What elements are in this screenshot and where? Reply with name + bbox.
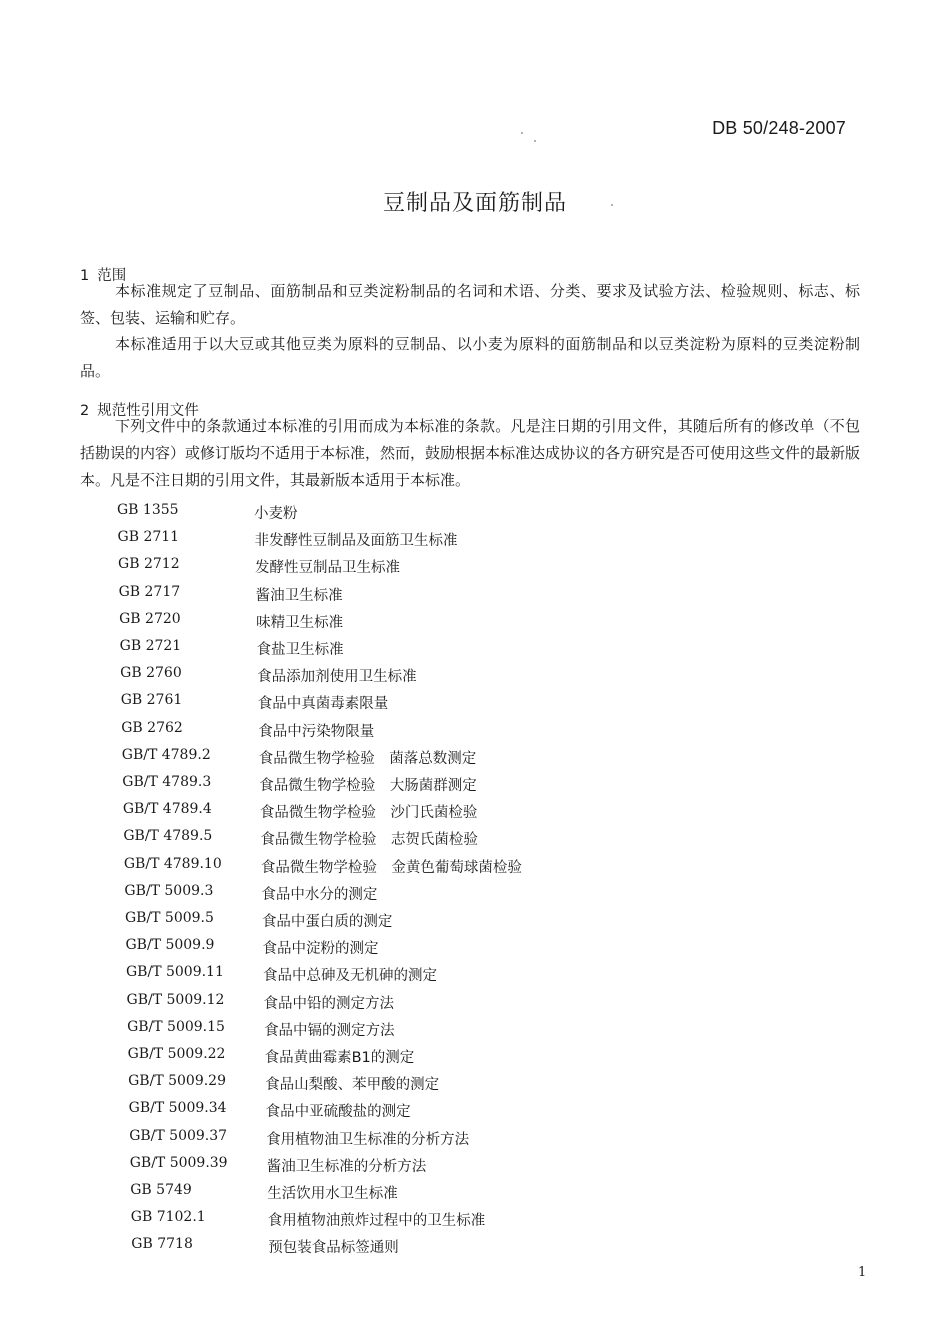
- reference-title: 食用植物油卫生标准的分析方法: [266, 1131, 470, 1148]
- reference-title: 食品添加剂使用卫生标准: [257, 669, 417, 686]
- document-code: DB 50/248-2007: [712, 118, 846, 138]
- reference-title: 食品微生物学检验 大肠菌群测定: [259, 778, 477, 794]
- reference-code: GB 2712: [118, 556, 180, 573]
- reference-title: 食品微生物学检验 金黄色葡萄球菌检验: [260, 859, 522, 876]
- reference-code: GB/T 5009.39: [129, 1154, 228, 1171]
- reference-code: GB/T 4789.4: [122, 801, 212, 818]
- section-title: 范围: [97, 268, 127, 284]
- reference-title: 食品中水分的测定: [261, 886, 378, 903]
- document-title: 豆制品及面筋制品: [382, 191, 567, 216]
- reference-code: GB/T 5009.15: [127, 1018, 225, 1035]
- scope-paragraph-1: 本标准规定了豆制品、面筋制品和豆类淀粉制品的名词和术语、分类、要求及试验方法、检验规则、标志、标签、包装、运输和贮存。: [80, 282, 860, 327]
- reference-code: GB/T 5009.12: [126, 991, 225, 1008]
- reference-code: GB/T 5009.34: [128, 1100, 227, 1117]
- reference-code: GB 2720: [119, 610, 181, 627]
- reference-code: GB 2711: [117, 529, 180, 546]
- page-number: 1: [858, 1265, 867, 1280]
- reference-code: GB/T 5009.22: [127, 1046, 226, 1062]
- reference-title: 食品中淀粉的测定: [262, 941, 379, 958]
- reference-title: 味精卫生标准: [256, 614, 344, 631]
- reference-title: 食品中铅的测定方法: [263, 995, 395, 1012]
- reference-title: 食品中总砷及无机砷的测定: [263, 968, 437, 985]
- reference-title: 食品中蛋白质的测定: [261, 914, 393, 930]
- reference-code: GB/T 5009.5: [124, 910, 214, 926]
- reference-code: GB 7718: [131, 1236, 193, 1253]
- reference-title: 食品微生物学检验 志贺氏菌检验: [260, 832, 478, 849]
- reference-title: 预包装食品标签通则: [268, 1240, 399, 1257]
- reference-title: 酱油卫生标准的分析方法: [266, 1158, 427, 1175]
- reference-title: 食品中真菌毒素限量: [257, 696, 389, 713]
- section-title: 规范性引用文件: [97, 403, 199, 419]
- reference-code: GB/T 5009.3: [124, 882, 214, 899]
- reference-code: GB/T 5009.11: [126, 964, 224, 981]
- reference-title: 食品微生物学检验 菌落总数测定: [258, 750, 477, 767]
- reference-code: GB 2717: [118, 583, 181, 600]
- reference-code: GB 2721: [119, 638, 182, 654]
- reference-title: 食品中亚硫酸盐的测定: [265, 1104, 411, 1121]
- reference-code: GB 7102.1: [130, 1209, 206, 1226]
- reference-title: 食品中镉的测定方法: [264, 1022, 395, 1039]
- section-number: 1: [80, 268, 90, 284]
- reference-title: 食品山梨酸、苯甲酸的测定: [265, 1077, 440, 1094]
- reference-code: GB/T 4789.10: [123, 855, 222, 872]
- scope-paragraph-2: 本标准适用于以大豆或其他豆类为原料的豆制品、以小麦为原料的面筋制品和以豆类淀粉为原料的豆类淀粉制品。: [80, 335, 860, 380]
- reference-code: GB/T 5009.9: [125, 937, 215, 954]
- normative-paragraph: 下列文件中的条款通过本标准的引用而成为本标准的条款。凡是注日期的引用文件，其随后所有的修改单（不包括勘误的内容）或修订版均不适用于本标准，然而，鼓励根据本标准达成协议的各方研究是否可使用这些文件的最新版本。凡是不注日期的引用文件，其最新版本适用于本标准。: [80, 417, 861, 489]
- reference-code: GB/T 4789.3: [122, 774, 212, 790]
- reference-code: GB 2762: [121, 719, 183, 736]
- reference-title: 非发酵性豆制品及面筋卫生标准: [254, 533, 458, 550]
- reference-code: GB/T 5009.37: [129, 1127, 228, 1144]
- reference-title: 食品微生物学检验 沙门氏菌检验: [259, 805, 478, 822]
- reference-title: 发酵性豆制品卫生标准: [255, 560, 401, 577]
- reference-code: GB/T 5009.29: [128, 1073, 226, 1090]
- reference-code: GB/T 4789.5: [123, 828, 213, 845]
- reference-code: GB 2760: [120, 665, 182, 682]
- reference-code: GB 5749: [130, 1182, 192, 1198]
- reference-title: 小麦粉: [254, 506, 298, 522]
- scan-speck: [534, 140, 536, 142]
- section-number: 2: [80, 403, 90, 419]
- reference-title: 食盐卫生标准: [256, 642, 344, 658]
- reference-code: GB/T 4789.2: [121, 746, 211, 763]
- reference-title: 生活饮用水卫生标准: [267, 1186, 398, 1202]
- reference-title: 食用植物油煎炸过程中的卫生标准: [267, 1213, 486, 1230]
- reference-title: 酱油卫生标准: [255, 587, 343, 604]
- reference-title: 食品黄曲霉素B1的测定: [264, 1050, 415, 1066]
- reference-code: GB 1355: [117, 502, 179, 518]
- reference-code: GB 2761: [120, 692, 183, 709]
- reference-title: 食品中污染物限量: [258, 723, 375, 740]
- scan-speck: [521, 132, 523, 134]
